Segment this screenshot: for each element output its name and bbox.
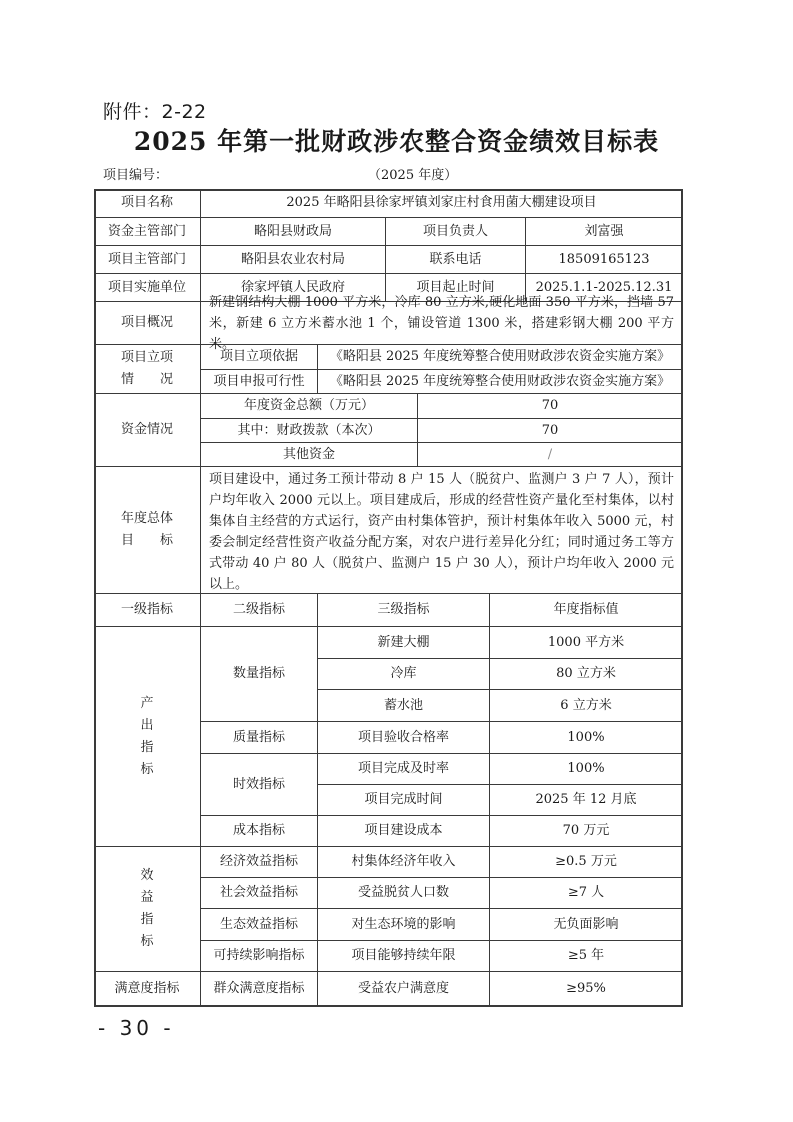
quality-indicator-label: 质量指标 [201, 722, 318, 754]
benefit-level2: 经济效益指标 [201, 847, 318, 878]
output-label-char: 指 [140, 739, 154, 755]
year-label: （2025 年度） [368, 168, 458, 183]
satisfaction-level1: 满意度指标 [94, 972, 201, 1007]
timeliness-item-name: 项目完成时间 [318, 785, 490, 816]
project-name-label: 项目名称 [94, 189, 201, 218]
output-label-char: 出 [140, 717, 154, 733]
feasibility-label: 项目申报可行性 [201, 370, 318, 394]
annual-goal-text: 项目建设中，通过务工预计带动 8 户 15 人（脱贫户、监测户 3 户 7 人），预计户均年收入 2000 元以上。项目建成后，形成的经营性资产量化至村集体，以村集体自主经营的方式运行，资产由村集体管护，预计村集体年收入 5000 元，村委会制定经营性资产收益分配方案，对农户进行差异化分红；同时通过务工等方式带动 40 户 80 人（脱贫户、监测户 15 户 30 人），预计户均年收入 2000 元以上。 [201, 467, 683, 594]
fund-dept-label: 资金主管部门 [94, 218, 201, 246]
satisfaction-item-name: 受益农户满意度 [318, 972, 490, 1007]
project-number-label: 项目编号： [103, 168, 169, 183]
overview-label: 项目概况 [94, 302, 201, 345]
approval-label-line2: 情 况 [120, 372, 173, 387]
overview-text: 新建钢结构大棚 1000 平方米，冷库 80 立方米,硬化地面 350 平方米，挡墙 57 米，新建 6 立方米蓄水池 1 个，铺设管道 1300 米，搭建彩钢大棚 200 平方米。 [201, 302, 683, 345]
benefit-label-char: 益 [140, 890, 154, 905]
impl-unit-label: 项目实施单位 [94, 274, 201, 302]
project-dept-value: 略阳县农业农村局 [201, 246, 386, 274]
timeliness-item-value: 100% [490, 754, 683, 785]
output-label-char: 产 [140, 695, 154, 711]
quantity-item-value: 6 立方米 [490, 690, 683, 722]
output-label-char: 标 [140, 761, 154, 777]
approval-label-line1: 项目立项 [120, 350, 173, 365]
benefit-label-char: 效 [140, 868, 154, 883]
phone-label: 联系电话 [386, 246, 526, 274]
quantity-item-name: 蓄水池 [318, 690, 490, 722]
header-value: 年度指标值 [490, 594, 683, 627]
benefit-level2: 社会效益指标 [201, 878, 318, 909]
funds-total-label: 年度资金总额（万元） [201, 394, 418, 419]
benefit-level2: 可持续影响指标 [201, 941, 318, 972]
funds-label: 资金情况 [94, 394, 201, 467]
satisfaction-level2: 群众满意度指标 [201, 972, 318, 1007]
header-level1: 一级指标 [94, 594, 201, 627]
project-dept-label: 项目主管部门 [94, 246, 201, 274]
header-level2: 二级指标 [201, 594, 318, 627]
quality-item-name: 项目验收合格率 [318, 722, 490, 754]
benefit-item-name: 对生态环境的影响 [318, 909, 490, 941]
period-value: 2025.1.1-2025.12.31 [526, 274, 683, 302]
funds-other-label: 其他资金 [201, 443, 418, 467]
benefit-item-value: ≥5 年 [490, 941, 683, 972]
approval-label [94, 345, 201, 394]
cost-item-value: 70 万元 [490, 816, 683, 847]
benefit-item-value: ≥0.5 万元 [490, 847, 683, 878]
fund-dept-value: 略阳县财政局 [201, 218, 386, 246]
funds-fiscal-value: 70 [418, 419, 683, 443]
leader-label: 项目负责人 [386, 218, 526, 246]
quality-item-value: 100% [490, 722, 683, 754]
timeliness-indicator-label: 时效指标 [201, 754, 318, 816]
funds-other-value: / [418, 443, 683, 467]
benefit-label-char: 标 [140, 934, 154, 949]
annual-goal-label-line1: 年度总体 [120, 511, 173, 526]
feasibility-value: 《略阳县 2025 年度统筹整合使用财政涉农资金实施方案》 [318, 370, 683, 394]
quantity-item-value: 80 立方米 [490, 659, 683, 690]
cost-indicator-label: 成本指标 [201, 816, 318, 847]
annual-goal-label [94, 467, 201, 594]
approval-basis-value: 《略阳县 2025 年度统筹整合使用财政涉农资金实施方案》 [318, 345, 683, 370]
benefit-item-name: 项目能够持续年限 [318, 941, 490, 972]
header-level3: 三级指标 [318, 594, 490, 627]
benefit-item-name: 村集体经济年收入 [318, 847, 490, 878]
benefit-item-value: 无负面影响 [490, 909, 683, 941]
page-number: - 30 - [98, 1016, 175, 1040]
funds-total-value: 70 [418, 394, 683, 419]
benefit-label-char: 指 [140, 912, 154, 927]
annual-goal-label-line2: 目 标 [120, 533, 173, 548]
impl-unit-value: 徐家坪镇人民政府 [201, 274, 386, 302]
satisfaction-item-value: ≥95% [490, 972, 683, 1007]
quantity-indicator-label: 数量指标 [201, 627, 318, 722]
approval-basis-label: 项目立项依据 [201, 345, 318, 370]
quantity-item-name: 新建大棚 [318, 627, 490, 659]
document-title: 2025 年第一批财政涉农整合资金绩效目标表 [133, 127, 660, 156]
timeliness-item-value: 2025 年 12 月底 [490, 785, 683, 816]
project-name-value: 2025 年略阳县徐家坪镇刘家庄村食用菌大棚建设项目 [201, 189, 683, 218]
benefit-indicator-label [94, 847, 201, 972]
funds-fiscal-label: 其中：财政拨款（本次） [201, 419, 418, 443]
attachment-label: 附件：2-22 [103, 101, 207, 123]
quantity-item-value: 1000 平方米 [490, 627, 683, 659]
quantity-item-name: 冷库 [318, 659, 490, 690]
cost-item-name: 项目建设成本 [318, 816, 490, 847]
phone-value: 18509165123 [526, 246, 683, 274]
leader-value: 刘富强 [526, 218, 683, 246]
benefit-level2: 生态效益指标 [201, 909, 318, 941]
timeliness-item-name: 项目完成及时率 [318, 754, 490, 785]
benefit-item-name: 受益脱贫人口数 [318, 878, 490, 909]
output-indicator-label [94, 627, 201, 847]
benefit-item-value: ≥7 人 [490, 878, 683, 909]
period-label: 项目起止时间 [386, 274, 526, 302]
